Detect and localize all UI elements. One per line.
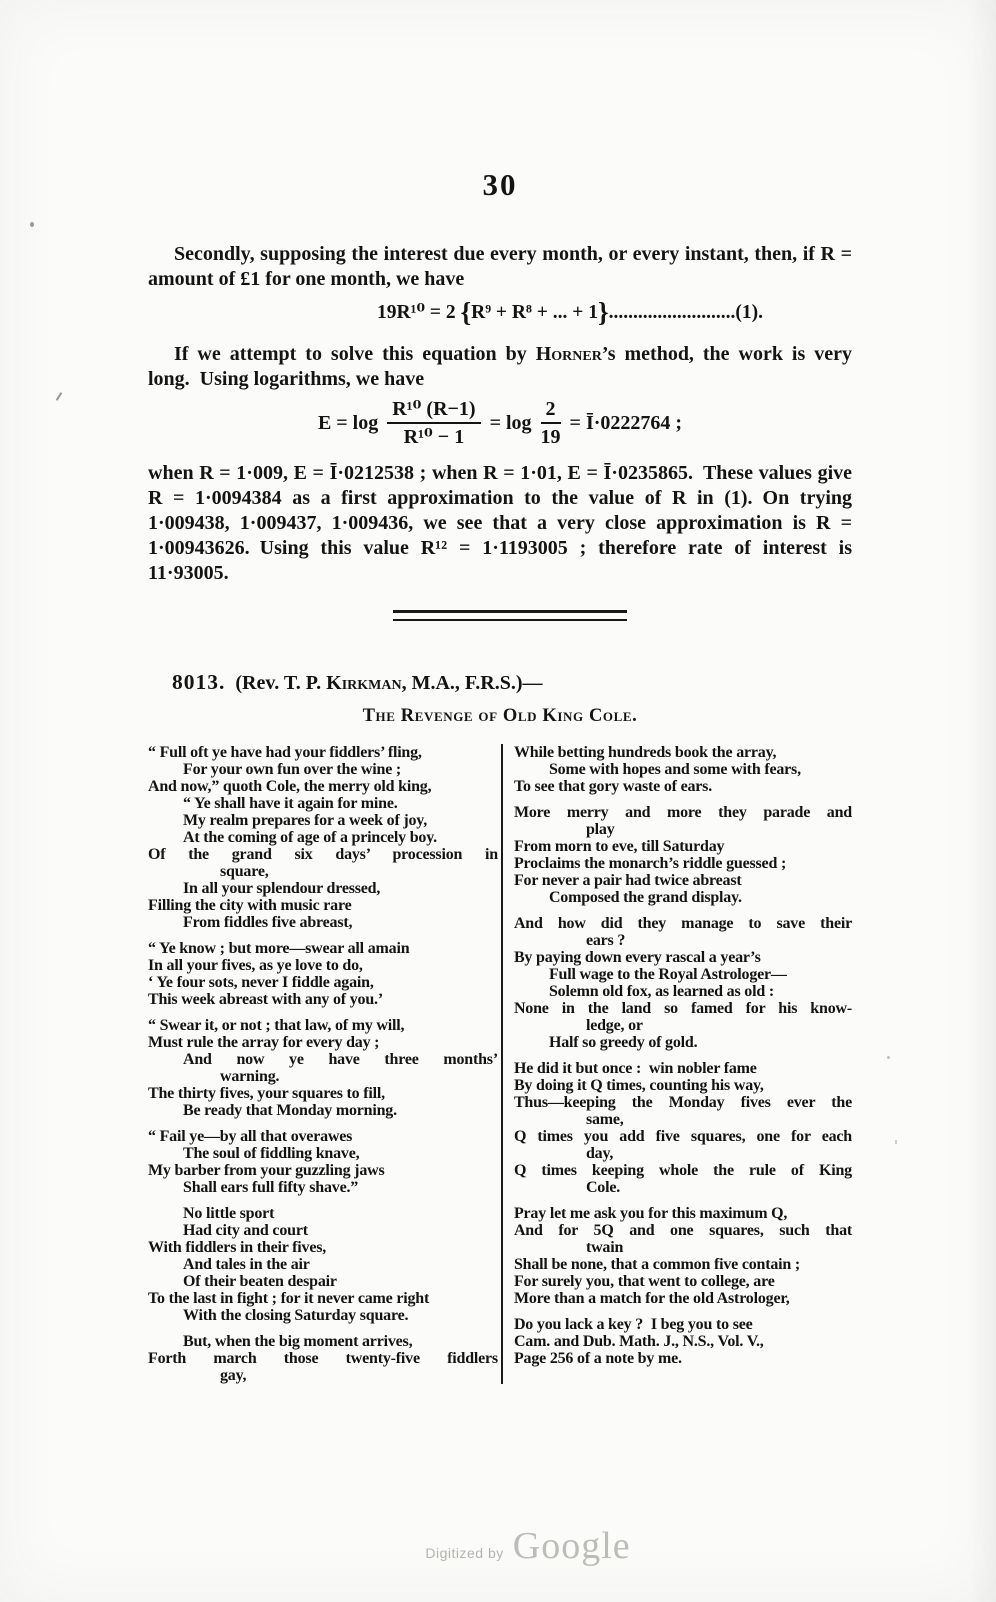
poem-stanza <box>148 1017 498 1119</box>
poem-line: Shall ears full fifty shave.” <box>183 1179 359 1196</box>
watermark <box>0 1524 996 1568</box>
poem-line: Cam. and Dub. Math. J., N.S., Vol. V., <box>513 1333 764 1350</box>
scan-artifact-dot <box>887 1056 890 1059</box>
scan-artifact-dot <box>30 222 34 227</box>
poem-line: By paying down every rascal a year’s <box>513 949 761 966</box>
poem-line: He did it but once : win nobler fame <box>513 1060 757 1077</box>
problem-number: 8013. <box>172 670 226 694</box>
poem-line: And tales in the air <box>183 1256 310 1273</box>
author-text: (Rev. T. P. <box>235 672 327 694</box>
poem-line: For surely you, that went to college, are <box>513 1273 775 1290</box>
poem-stanza <box>148 940 498 1008</box>
poem-line: More than a match for the old Astrologer, <box>513 1290 790 1307</box>
poem-line: With fiddlers in their fives, <box>148 1239 327 1256</box>
poem-line: Must rule the array for every day ; <box>148 1034 380 1051</box>
problem-author <box>235 672 542 694</box>
poem-title: The Revenge of Old King Cole. <box>362 706 638 726</box>
fraction-1 <box>387 397 480 449</box>
log-equation-lhs: E = log <box>317 411 379 434</box>
poem <box>148 744 852 1384</box>
poem-line: And how did they manage to save their <box>513 915 852 932</box>
fraction-1-denominator: R¹⁰ − 1 <box>403 426 465 448</box>
poem-line: Shall be none, that a common five contain ; <box>513 1256 801 1273</box>
section-divider-rule <box>393 610 627 621</box>
log-equation-mid: = log <box>489 411 532 434</box>
fraction-2-denominator: 19 <box>540 426 561 448</box>
equation-1 <box>148 297 852 328</box>
equation-1-label: (1). <box>735 302 763 323</box>
equation-1-series: R⁹ + R⁸ + ... + 1 <box>471 302 598 323</box>
poem-stanza <box>514 1060 852 1196</box>
poem-line: From fiddles five abreast, <box>183 914 353 931</box>
log-equation-result: = Ī·0222764 ; <box>569 411 683 434</box>
poem-line: To see that gory waste of ears. <box>513 778 713 795</box>
poem-line: And now ye have three months’ <box>183 1051 498 1068</box>
poem-line: “ Swear it, or not ; that law, of my will, <box>148 1017 405 1034</box>
poem-stanza <box>148 744 498 931</box>
poem-line: Be ready that Monday morning. <box>183 1102 397 1119</box>
log-equation <box>148 394 852 452</box>
poem-line: play <box>585 821 615 838</box>
poem-line: For your own fun over the wine ; <box>183 761 402 778</box>
poem-line: And for 5Q and one squares, such that <box>513 1222 852 1239</box>
poem-line: Cole. <box>585 1179 621 1196</box>
poem-line: More merry and more they parade and <box>513 804 852 821</box>
poem-line: Do you lack a key ? I beg you to see <box>513 1316 753 1333</box>
equation-1-dotted-leader: .......................... <box>608 302 736 323</box>
poem-right-column <box>503 744 852 1384</box>
paragraph-text: ’s method, the work is very long. Using logarithms, we have <box>148 343 852 390</box>
poem-left-column <box>148 744 498 1384</box>
poem-line: “ Ye shall have it again for mine. <box>183 795 398 812</box>
digitized-by-text: Digitized by <box>425 1545 504 1561</box>
poem-line: And now,” quoth Cole, the merry old king, <box>148 778 432 795</box>
fraction-2-numerator: 2 <box>541 397 561 424</box>
poem-line: “ Full oft ye have had your fiddlers’ fling, <box>148 744 422 761</box>
poem-stanza <box>148 1205 498 1324</box>
problem-heading <box>148 669 852 696</box>
page-number: 30 <box>482 167 518 202</box>
poem-line: For never a pair had twice abreast <box>513 872 742 889</box>
fraction-2 <box>541 397 561 449</box>
poem-line: Of the grand six days’ procession in <box>148 846 498 863</box>
poem-line: Pray let me ask you for this maximum Q, <box>513 1205 788 1222</box>
poem-line: day, <box>585 1145 614 1162</box>
poem-line: The soul of fiddling knave, <box>183 1145 360 1162</box>
google-logo-text: Google <box>512 1525 631 1567</box>
poem-line: same, <box>585 1111 624 1128</box>
open-brace: { <box>460 297 472 327</box>
poem-stanza <box>514 1205 852 1307</box>
poem-stanza <box>514 804 852 906</box>
poem-line: None in the land so famed for his know- <box>513 1000 852 1017</box>
poem-line: Of their beaten despair <box>183 1273 337 1290</box>
poem-line: With the closing Saturday square. <box>183 1307 409 1324</box>
poem-line: My realm prepares for a week of joy, <box>183 812 428 829</box>
poem-line: The thirty fives, your squares to fill, <box>148 1085 385 1102</box>
poem-line: To the last in fight ; for it never came right <box>148 1290 430 1307</box>
poem-line: Forth march those twenty-five fiddlers <box>148 1350 498 1367</box>
poem-line: ears ? <box>585 932 626 949</box>
poem-line: My barber from your guzzling jaws <box>148 1162 385 1179</box>
scan-edge-shading <box>970 0 996 1602</box>
fraction-1-numerator: R¹⁰ (R−1) <box>387 397 480 424</box>
author-name-kirkman: Kirkman <box>326 672 402 694</box>
poem-line: Q times keeping whole the rule of King <box>513 1162 852 1179</box>
poem-line: But, when the big moment arrives, <box>183 1333 413 1350</box>
intro-paragraph-1: Secondly, supposing the interest due every month, or every instant, then, if R = amount of £1 for one month, we have <box>148 243 852 290</box>
poem-stanza <box>514 1316 852 1367</box>
intro-paragraph-3: when R = 1·009, E = Ī·0212538 ; when R = 1·01, E = Ī·0235865. These values give R = 1·0094384 as a first approximation to the value of R in (1). On trying 1·009438, 1·009437, 1·009436, we see that a very close approximation is R = 1·00943626. Using this value R¹² = 1·1193005 ; therefore rate of interest is 11·93005. <box>148 462 852 584</box>
equation-1-lhs: 19R¹⁰ = 2 <box>377 302 461 323</box>
poem-line: square, <box>220 863 269 880</box>
poem-line: In all your fives, as ye love to do, <box>148 957 363 974</box>
poem-line: Filling the city with music rare <box>148 897 352 914</box>
poem-line: By doing it Q times, counting his way, <box>513 1077 764 1094</box>
poem-line: From morn to eve, till Saturday <box>513 838 725 855</box>
poem-stanza <box>514 744 852 795</box>
poem-line: ‘ Ye four sots, never I fiddle again, <box>148 974 374 991</box>
poem-line: Page 256 of a note by me. <box>513 1350 682 1367</box>
poem-stanza <box>148 1128 498 1196</box>
poem-line: “ Fail ye—by all that overawes <box>148 1128 353 1145</box>
author-text: , M.A., F.R.S.)— <box>401 672 543 694</box>
poem-line: Thus—keeping the Monday fives ever the <box>513 1094 852 1111</box>
poem-line: No little sport <box>183 1205 275 1222</box>
poem-line: gay, <box>220 1367 247 1384</box>
intro-paragraph-2 <box>148 342 852 392</box>
poem-line: ledge, or <box>585 1017 643 1034</box>
poem-line: While betting hundreds book the array, <box>513 744 777 761</box>
poem-line: At the coming of age of a princely boy. <box>183 829 437 846</box>
poem-stanza <box>514 915 852 1051</box>
poem-line: Solemn old fox, as learned as old : <box>548 983 774 1000</box>
poem-line: Q times you add five squares, one for each <box>513 1128 852 1145</box>
poem-line: warning. <box>220 1068 280 1085</box>
scan-artifact-dot <box>895 1140 897 1144</box>
poem-stanza <box>148 1333 498 1384</box>
poem-line: “ Ye know ; but more—swear all amain <box>148 940 410 957</box>
poem-line: In all your splendour dressed, <box>183 880 381 897</box>
poem-line: Some with hopes and some with fears, <box>548 761 801 778</box>
author-name-horner: Horner <box>535 343 602 365</box>
close-brace: } <box>597 297 609 327</box>
poem-line: Proclaims the monarch’s riddle guessed ; <box>513 855 787 872</box>
poem-line: twain <box>585 1239 624 1256</box>
poem-line: Half so greedy of gold. <box>548 1034 698 1051</box>
poem-line: Had city and court <box>183 1222 308 1239</box>
poem-line: Full wage to the Royal Astrologer— <box>548 966 787 983</box>
paragraph-text: If we attempt to solve this equation by <box>174 343 536 365</box>
poem-line: Composed the grand display. <box>548 889 742 906</box>
poem-line: This week abreast with any of you.’ <box>148 991 383 1008</box>
